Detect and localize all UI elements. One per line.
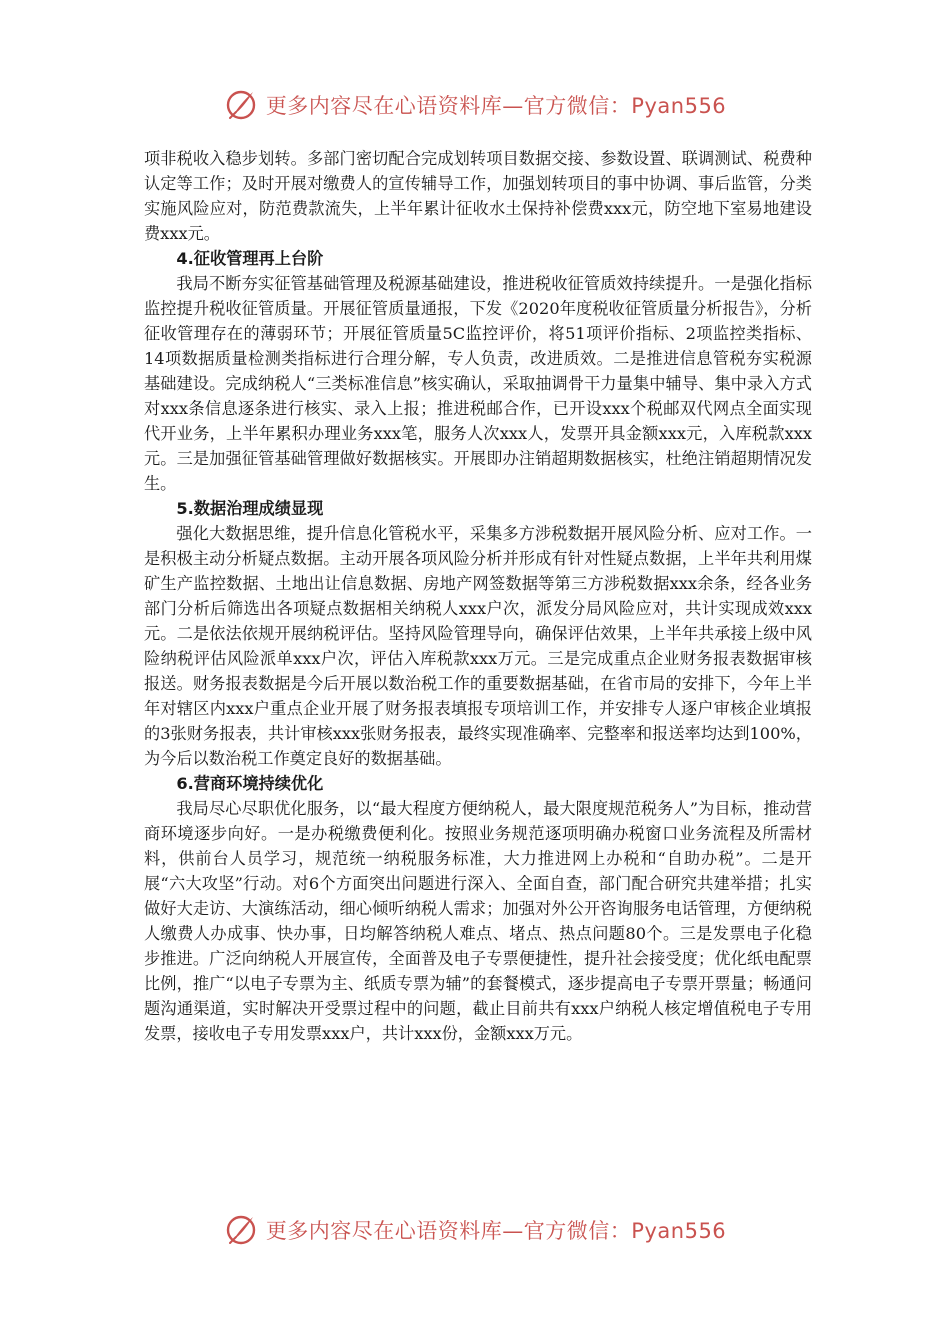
header-watermark-text: 更多内容尽在心语资料库—官方微信：Pyan556 xyxy=(265,94,727,118)
header-watermark-banner xyxy=(0,80,950,130)
footer-watermark-text: 更多内容尽在心语资料库—官方微信：Pyan556 xyxy=(265,1219,727,1243)
section-heading-4: 4.征收管理再上台阶 xyxy=(176,249,324,268)
paragraph-section-5: 强化大数据思维，提升信息化管税水平，采集多方涉税数据开展风险分析、应对工作。一是积极主动分析疑点数据。主动开展各项风险分析并形成有针对性疑点数据，上半年共利用煤矿生产监控数据、土地出让信息数据、房地产网签数据等第三方涉税数据xxx余条，经各业务部门分析后筛选出各项疑点数据相关纳税人xxx户次，派发分局风险应对，共计实现成效xxx元。二是依法依规开展纳税评估。坚持风险管理导向，确保评估效果，上半年共承接上级中风险纳税评估风险派单xxx户次，评估入库税款xxx万元。三是完成重点企业财务报表数据审核报送。财务报表数据是今后开展以数治税工作的重要数据基础，在省市局的安排下，今年上半年对辖区内xxx户重点企业开展了财务报表填报专项培训工作，并安排专人逐户审核企业填报的3张财务报表，共计审核xxx张财务报表，最终实现准确率、完整率和报送率均达到100%，为今后以数治税工作奠定良好的数据基础。 xyxy=(144,524,812,768)
quill-logo-icon xyxy=(224,1213,258,1247)
paragraph-section-4: 我局不断夯实征管基础管理及税源基础建设，推进税收征管质效持续提升。一是强化指标监控提升税收征管质量。开展征管质量通报，下发《2020年度税收征管质量分析报告》，分析征收管理存在的薄弱环节；开展征管质量5C监控评价，将51项评价指标、2项监控类指标、14项数据质量检测类指标进行合理分解，专人负责，改进质效。二是推进信息管税夯实税源基础建设。完成纳税人“三类标准信息”核实确认，采取抽调骨干力量集中辅导、集中录入方式对xxx条信息逐条进行核实、录入上报；推进税邮合作，已开设xxx个税邮双代网点全面实现代开业务，上半年累积办理业务xxx笔，服务人次xxx人，发票开具金额xxx元，入库税款xxx元。三是加强征管基础管理做好数据核实。开展即办注销超期数据核实，杜绝注销超期情况发生。 xyxy=(144,274,812,493)
section-heading-5: 5.数据治理成绩显现 xyxy=(176,499,324,518)
paragraph-section-6: 我局尽心尽职优化服务，以“最大程度方便纳税人，最大限度规范税务人”为目标，推动营商环境逐步向好。一是办税缴费便利化。按照业务规范逐项明确办税窗口业务流程及所需材料，供前台人员学习，规范统一纳税服务标准，大力推进网上办税和“自助办税”。二是开展“六大攻坚”行动。对6个方面突出问题进行深入、全面自查，部门配合研究共建举措；扎实做好大走访、大演练活动，细心倾听纳税人需求；加强对外公开咨询服务电话管理，方便纳税人缴费人办成事、快办事，日均解答纳税人难点、堵点、热点问题80个。三是发票电子化稳步推进。广泛向纳税人开展宣传，全面普及电子专票便捷性，提升社会接受度；优化纸电配票比例，推广“以电子专票为主、纸质专票为辅”的套餐模式，逐步提高电子专票开票量；畅通问题沟通渠道，实时解决开受票过程中的问题，截止目前共有xxx户纳税人核定增值税电子专用发票，接收电子专用发票xxx户，共计xxx份，金额xxx万元。 xyxy=(144,799,812,1043)
section-heading-6: 6.营商环境持续优化 xyxy=(176,774,324,793)
document-body xyxy=(144,146,812,1046)
footer-watermark-banner xyxy=(0,1205,950,1255)
quill-logo-icon xyxy=(224,88,258,122)
paragraph-intro: 项非税收入稳步划转。多部门密切配合完成划转项目数据交接、参数设置、联调测试、税费种认定等工作；及时开展对缴费人的宣传辅导工作，加强划转项目的事中协调、事后监管，分类实施风险应对，防范费款流失，上半年累计征收水土保持补偿费xxx元，防空地下室易地建设费xxx元。 xyxy=(144,149,812,243)
